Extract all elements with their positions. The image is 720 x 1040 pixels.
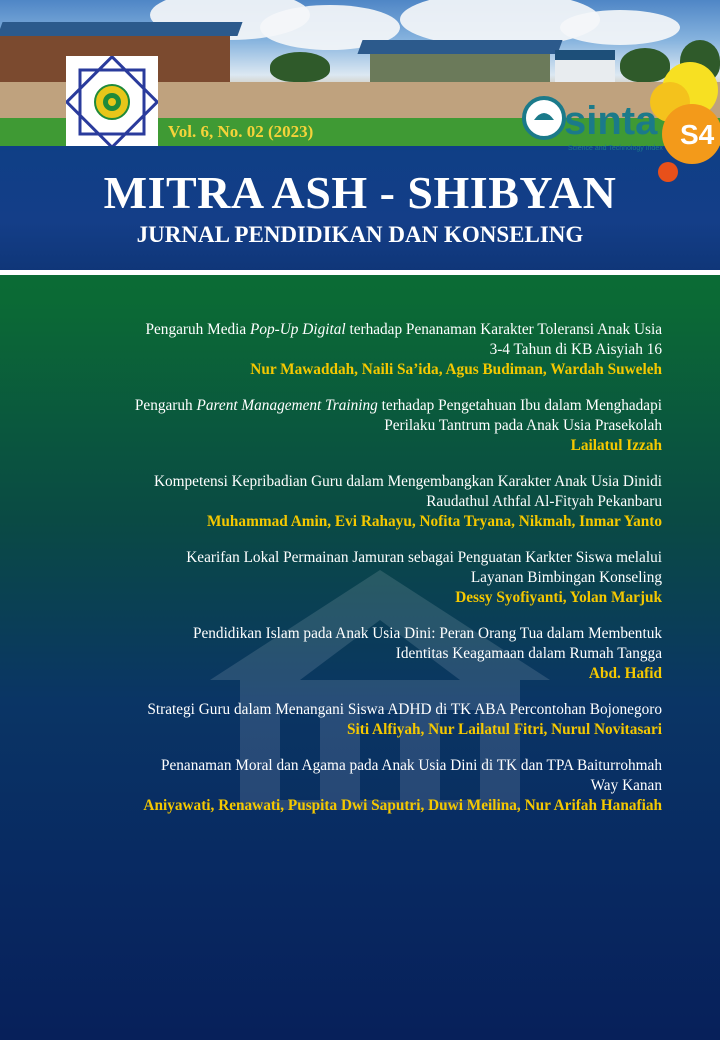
article-title-line2: 3-4 Tahun di KB Aisyiah 16 [489,341,662,358]
article-entry [22,756,662,816]
article-title-part: terhadap Pengetahuan Ibu dalam Menghadapi [377,397,662,414]
article-title-part: Strategi Guru dalam Menangani Siswa ADHD di TK ABA Percontohan Bojonegoro [147,701,662,718]
article-title-part: Parent Management Training [196,397,378,414]
journal-subtitle: JURNAL PENDIDIKAN DAN KONSELING [136,222,584,247]
article-entry [22,624,662,684]
article-list [22,320,662,832]
article-title [22,548,662,568]
article-title-part: Pendidikan Islam pada Anak Usia Dini: Peran Orang Tua dalam Membentuk [192,625,662,642]
article-title [22,624,662,644]
sinta-tagline: Science and Technology Index [568,145,663,152]
article-title [22,700,662,720]
article-title-line2: Layanan Bimbingan Konseling [470,569,662,586]
divider-line [0,270,720,275]
article-title [22,396,662,416]
article-title [22,472,662,492]
article-title-line2: Way Kanan [590,777,662,794]
article-entry [22,320,662,380]
journal-title: MITRA ASH - SHIBYAN [103,167,617,218]
sinta-wordmark: sinta [564,99,658,143]
article-title-part: Kearifan Lokal Permainan Jamuran sebagai Penguatan Karkter Siswa melalui [186,549,662,566]
article-title-line2: Perilaku Tantrum pada Anak Usia Prasekolah [384,417,662,434]
article-authors: Aniyawati, Renawati, Puspita Dwi Saputri, Duwi Meilina, Nur Arifah Hanafiah [143,797,662,814]
article-title [22,756,662,776]
article-authors: Dessy Syofiyanti, Yolan Marjuk [455,589,662,606]
volume-label: Vol. 6, No. 02 (2023) [168,122,314,141]
journal-logo [66,56,158,146]
article-authors: Abd. Hafid [588,665,662,682]
sinta-s4-badge [520,62,720,182]
article-authors: Nur Mawaddah, Naili Sa’ida, Agus Budiman, Wardah Suweleh [250,361,662,378]
article-authors: Siti Alfiyah, Nur Lailatul Fitri, Nurul Novitasari [346,721,662,738]
article-title-part: Pop-Up Digital [250,321,346,338]
article-entry [22,700,662,740]
article-title-part: Penanaman Moral dan Agama pada Anak Usia Dini di TK dan TPA Baiturrohmah [160,757,662,774]
star-seal-icon [66,56,158,146]
article-title-line2: Raudathul Athfal Al-Fityah Pekanbaru [426,493,662,510]
article-title-part: Kompetensi Kepribadian Guru dalam Mengembangkan Karakter Anak Usia Dinidi [153,473,662,490]
article-title [22,320,662,340]
article-entry [22,472,662,532]
article-title-line2: Identitas Keagamaan dalam Rumah Tangga [395,645,662,662]
article-title-part: terhadap Penanaman Karakter Toleransi Anak Usia [345,321,662,338]
article-title-part: Pengaruh [134,397,197,414]
article-title-part: Pengaruh Media [145,321,251,338]
article-entry [22,548,662,608]
article-authors: Lailatul Izzah [570,437,662,454]
article-entry [22,396,662,456]
sinta-level: S4 [680,119,715,150]
article-authors: Muhammad Amin, Evi Rahayu, Nofita Tryana, Nikmah, Inmar Yanto [206,513,662,530]
